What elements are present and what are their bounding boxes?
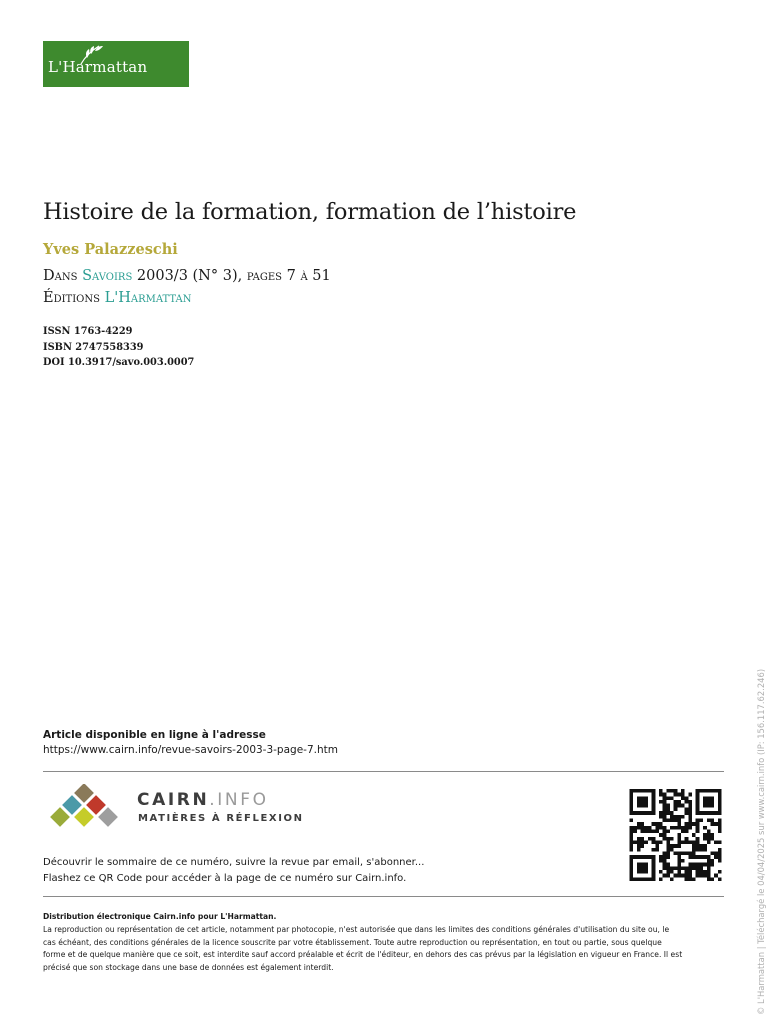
qr-module (685, 837, 689, 841)
qr-module (696, 874, 700, 878)
qr-module (677, 804, 681, 808)
qr-module (718, 855, 722, 859)
qr-module (703, 874, 707, 878)
qr-module (659, 789, 663, 793)
qr-module (630, 844, 634, 848)
qr-module (663, 852, 667, 856)
qr-module (688, 841, 692, 845)
qr-module (710, 863, 714, 867)
qr-module (663, 859, 667, 863)
qr-module (670, 818, 674, 822)
qr-module (688, 874, 692, 878)
article-author[interactable]: Yves Palazzeschi (43, 241, 178, 258)
qr-module (663, 815, 667, 819)
qr-module (630, 829, 634, 833)
in-prefix: Dans (43, 268, 78, 284)
qr-module (659, 815, 663, 819)
qr-module (707, 870, 711, 874)
publisher-logo-text: L'Harmattan (48, 58, 148, 76)
qr-module (696, 855, 700, 859)
discover-line-1: Découvrir le sommaire de ce numéro, suivre la revue par email, s'abonner... (43, 857, 425, 868)
qr-module (681, 852, 685, 856)
qr-module (648, 826, 652, 830)
cairn-diamond-3 (86, 795, 106, 815)
qr-module (685, 841, 689, 845)
qr-module (666, 870, 670, 874)
qr-module (718, 848, 722, 852)
availability-label: Article disponible en ligne à l'adresse (43, 729, 266, 741)
qr-module (699, 863, 703, 867)
qr-module (703, 796, 714, 807)
qr-module (637, 841, 641, 845)
qr-module (670, 811, 674, 815)
qr-module (714, 841, 718, 845)
cairn-brand-suffix: .INFO (209, 790, 269, 810)
qr-module (652, 829, 656, 833)
qr-module (663, 829, 667, 833)
discover-line-2: Flashez ce QR Code pour accéder à la page de ce numéro sur Cairn.info. (43, 873, 407, 884)
qr-module (666, 866, 670, 870)
cairn-diamond-2 (62, 795, 82, 815)
qr-module (703, 863, 707, 867)
qr-module (714, 855, 718, 859)
qr-module (688, 807, 692, 811)
qr-module (688, 815, 692, 819)
qr-module (663, 863, 667, 867)
divider (43, 896, 724, 897)
issue-number: 2003/3 (N° 3) (136, 268, 238, 284)
legal-notice (43, 911, 723, 975)
qr-module (666, 807, 670, 811)
isbn: ISBN 2747558339 (43, 341, 144, 353)
qr-module (641, 829, 645, 833)
qr-module (659, 877, 663, 881)
qr-module (666, 844, 670, 848)
qr-module (644, 841, 648, 845)
qr-module (699, 870, 703, 874)
qr-module (688, 800, 692, 804)
qr-module (663, 800, 667, 804)
qr-module (666, 874, 670, 878)
qr-module (655, 826, 659, 830)
qr-module (707, 877, 711, 881)
qr-module (666, 829, 670, 833)
qr-module (710, 818, 714, 822)
qr-module (696, 866, 700, 870)
qr-module (674, 818, 678, 822)
qr-module (685, 826, 689, 830)
qr-module (696, 844, 700, 848)
qr-module (685, 807, 689, 811)
qr-module (655, 841, 659, 845)
qr-module (663, 796, 667, 800)
qr-module (688, 811, 692, 815)
qr-module (677, 859, 681, 863)
qr-module (688, 863, 692, 867)
qr-module (688, 877, 692, 881)
qr-module (677, 874, 681, 878)
qr-module (718, 877, 722, 881)
qr-module (707, 874, 711, 878)
article-title: Histoire de la formation, formation de l’histoire (43, 199, 577, 225)
qr-module (710, 859, 714, 863)
qr-module (655, 822, 659, 826)
qr-module (659, 826, 663, 830)
journal-link[interactable]: Savoirs (82, 268, 133, 284)
qr-module (707, 829, 711, 833)
editions-prefix: Éditions (43, 290, 100, 306)
qr-module (718, 826, 722, 830)
article-url[interactable]: https://www.cairn.info/revue-savoirs-2003-3-page-7.htm (43, 744, 338, 756)
qr-module (677, 826, 681, 830)
qr-module (707, 866, 711, 870)
qr-module (677, 852, 681, 856)
publisher-link[interactable]: L'Harmattan (104, 290, 192, 306)
qr-module (685, 829, 689, 833)
legal-line: précisé que son stockage dans une base de données est également interdit. (43, 963, 334, 973)
cairn-logo-icon (43, 784, 127, 836)
qr-module (670, 826, 674, 830)
qr-module (677, 822, 681, 826)
qr-module (707, 833, 711, 837)
qr-module (674, 807, 678, 811)
qr-module (718, 822, 722, 826)
cairn-diamond-1 (74, 784, 94, 803)
qr-module (707, 855, 711, 859)
qr-module (633, 826, 637, 830)
qr-module (681, 841, 685, 845)
qr-module (659, 793, 663, 797)
qr-module (670, 815, 674, 819)
qr-module (714, 852, 718, 856)
qr-module (703, 837, 707, 841)
qr-module (718, 818, 722, 822)
qr-module (659, 870, 663, 874)
qr-module (670, 789, 674, 793)
qr-module (663, 807, 667, 811)
qr-module (674, 789, 678, 793)
qr-module (663, 826, 667, 830)
download-watermark: © L'Harmattan | Téléchargé le 04/04/2025 sur www.cairn.info (IP: 156.117.62.246) (756, 668, 766, 1015)
qr-module (714, 874, 718, 878)
qr-module (692, 863, 696, 867)
editions-line (43, 290, 191, 306)
qr-module (692, 822, 696, 826)
qr-module (688, 852, 692, 856)
qr-module (703, 848, 707, 852)
qr-module (703, 844, 707, 848)
qr-module (692, 877, 696, 881)
qr-module (641, 844, 645, 848)
qr-module (674, 804, 678, 808)
qr-module (718, 870, 722, 874)
qr-module (677, 837, 681, 841)
cairn-diamond-5 (74, 807, 94, 827)
qr-module (663, 837, 667, 841)
qr-module (677, 800, 681, 804)
qr-module (692, 866, 696, 870)
qr-module (666, 811, 670, 815)
qr-module (685, 877, 689, 881)
qr-module (637, 848, 641, 852)
identifiers (43, 324, 194, 371)
qr-module (630, 848, 634, 852)
qr-module (648, 837, 652, 841)
qr-module (696, 837, 700, 841)
qr-module (714, 822, 718, 826)
qr-module (696, 848, 700, 852)
qr-module (677, 844, 681, 848)
qr-module (633, 841, 637, 845)
qr-module (677, 833, 681, 837)
qr-module (637, 796, 648, 807)
cairn-brand (137, 790, 269, 810)
qr-module (692, 852, 696, 856)
qr-module (674, 815, 678, 819)
qr-module (648, 829, 652, 833)
qr-module (652, 822, 656, 826)
qr-module (666, 848, 670, 852)
qr-module (710, 837, 714, 841)
divider (43, 771, 724, 772)
qr-module (663, 811, 667, 815)
qr-module (685, 870, 689, 874)
qr-module (670, 837, 674, 841)
qr-module (681, 796, 685, 800)
qr-module (688, 804, 692, 808)
discover-text (43, 855, 424, 887)
qr-module (641, 826, 645, 830)
qr-module (652, 841, 656, 845)
qr-module (685, 822, 689, 826)
qr-module (688, 818, 692, 822)
legal-line: cas échéant, des conditions générales de la licence souscrite par votre établissement. Toute autre reproduction ou représentation, en tout ou partie, sous quelque (43, 937, 662, 947)
qr-module (710, 852, 714, 856)
qr-module (655, 848, 659, 852)
qr-module (685, 811, 689, 815)
qr-module (685, 800, 689, 804)
qr-module (688, 866, 692, 870)
qr-module (641, 837, 645, 841)
qr-module (663, 866, 667, 870)
qr-module (677, 870, 681, 874)
page-range: , pages 7 à 51 (237, 268, 331, 284)
qr-module (674, 826, 678, 830)
qr-module (663, 874, 667, 878)
qr-module (677, 841, 681, 845)
qr-module (692, 844, 696, 848)
qr-module (663, 818, 667, 822)
qr-module (666, 855, 670, 859)
qr-module (699, 874, 703, 878)
qr-module (666, 804, 670, 808)
qr-module (685, 852, 689, 856)
qr-module (688, 793, 692, 797)
qr-module (699, 848, 703, 852)
cairn-diamond-4 (50, 807, 70, 827)
qr-module (688, 870, 692, 874)
qr-module (707, 863, 711, 867)
qr-module (696, 863, 700, 867)
qr-module (707, 859, 711, 863)
qr-module (703, 826, 707, 830)
qr-module (637, 837, 641, 841)
qr-module (688, 855, 692, 859)
qr-module (655, 844, 659, 848)
qr-module (703, 855, 707, 859)
qr-module (699, 855, 703, 859)
qr-module (692, 841, 696, 845)
qr-module (681, 793, 685, 797)
qr-module (666, 863, 670, 867)
qr-module (659, 822, 663, 826)
qr-module (637, 826, 641, 830)
qr-module (666, 818, 670, 822)
qr-module (681, 804, 685, 808)
qr-code-icon[interactable] (627, 789, 724, 881)
qr-module (685, 796, 689, 800)
qr-module (718, 852, 722, 856)
legal-heading: Distribution électronique Cairn.info pour L'Harmattan. (43, 912, 277, 921)
qr-module (630, 818, 634, 822)
qr-module (696, 822, 700, 826)
qr-module (659, 811, 663, 815)
qr-module (677, 793, 681, 797)
qr-module (652, 848, 656, 852)
qr-module (677, 818, 681, 822)
qr-module (670, 877, 674, 881)
qr-module (659, 841, 663, 845)
qr-module (677, 855, 681, 859)
qr-module (685, 874, 689, 878)
qr-module (692, 855, 696, 859)
qr-module (659, 800, 663, 804)
qr-module (677, 815, 681, 819)
publisher-logo (43, 41, 189, 87)
qr-module (663, 793, 667, 797)
qr-module (670, 848, 674, 852)
qr-module (641, 822, 645, 826)
qr-module (674, 852, 678, 856)
qr-module (707, 837, 711, 841)
qr-module (670, 866, 674, 870)
qr-module (681, 874, 685, 878)
qr-module (666, 841, 670, 845)
qr-module (630, 826, 634, 830)
qr-module (703, 833, 707, 837)
qr-module (630, 837, 634, 841)
qr-module (659, 859, 663, 863)
qr-module (674, 866, 678, 870)
qr-module (718, 841, 722, 845)
qr-module (637, 863, 648, 874)
qr-module (630, 841, 634, 845)
qr-module (663, 833, 667, 837)
qr-module (633, 829, 637, 833)
qr-module (674, 793, 678, 797)
cairn-diamond-6 (98, 807, 118, 827)
qr-module (688, 826, 692, 830)
qr-module (699, 866, 703, 870)
qr-module (696, 841, 700, 845)
qr-module (674, 844, 678, 848)
qr-module (685, 866, 689, 870)
availability (43, 728, 338, 758)
qr-module (659, 833, 663, 837)
qr-module (670, 870, 674, 874)
qr-module (703, 870, 707, 874)
qr-module (710, 833, 714, 837)
qr-module (681, 829, 685, 833)
qr-module (681, 826, 685, 830)
legal-line: La reproduction ou représentation de cet article, notamment par photocopie, n'est autorisée que dans les limites des conditions générales d'utilisation du site ou, le (43, 924, 670, 934)
qr-module (699, 844, 703, 848)
qr-module (644, 826, 648, 830)
qr-module (718, 859, 722, 863)
qr-module (718, 829, 722, 833)
qr-module (681, 815, 685, 819)
qr-module (659, 855, 663, 859)
qr-module (663, 855, 667, 859)
qr-module (666, 796, 670, 800)
cairn-tagline: MATIÈRES À RÉFLEXION (138, 813, 304, 824)
qr-module (681, 789, 685, 793)
doi: DOI 10.3917/savo.003.0007 (43, 357, 195, 368)
qr-module (652, 837, 656, 841)
qr-module (637, 844, 641, 848)
qr-module (696, 829, 700, 833)
qr-module (699, 818, 703, 822)
qr-module (696, 826, 700, 830)
qr-module (688, 822, 692, 826)
qr-module (696, 818, 700, 822)
qr-module (710, 877, 714, 881)
legal-line: forme et de quelque manière que ce soit, est interdite sauf accord préalable et écrit de l'éditeur, en dehors des cas prévus par la législation en vigueur en France. Il est (43, 950, 683, 960)
qr-module (655, 829, 659, 833)
qr-module (666, 789, 670, 793)
qr-module (677, 863, 681, 867)
qr-module (674, 800, 678, 804)
qr-module (692, 848, 696, 852)
qr-module (696, 870, 700, 874)
qr-module (692, 833, 696, 837)
journal-line (43, 268, 331, 284)
qr-module (677, 866, 681, 870)
qr-module (637, 822, 641, 826)
qr-module (681, 859, 685, 863)
issn: ISSN 1763-4229 (43, 326, 133, 337)
qr-module (707, 818, 711, 822)
qr-module (663, 804, 667, 808)
qr-module (670, 796, 674, 800)
qr-module (666, 852, 670, 856)
qr-module (630, 833, 634, 837)
qr-module (644, 829, 648, 833)
qr-module (710, 822, 714, 826)
qr-module (674, 874, 678, 878)
qr-module (666, 837, 670, 841)
qr-module (641, 841, 645, 845)
qr-module (707, 841, 711, 845)
qr-module (670, 844, 674, 848)
cairn-brand-name: CAIRN (137, 790, 210, 810)
qr-module (681, 866, 685, 870)
